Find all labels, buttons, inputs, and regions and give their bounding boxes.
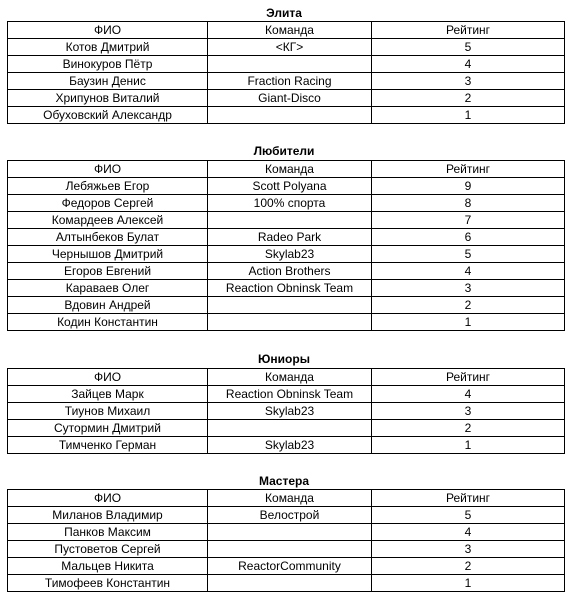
cell-team: Fraction Racing xyxy=(208,73,372,90)
section-title-masters: Мастера xyxy=(258,474,310,488)
section-title-amateurs: Любители xyxy=(253,144,315,158)
header-name: ФИО xyxy=(8,161,208,178)
table-row xyxy=(8,229,565,246)
cell-name: Зайцев Марк xyxy=(8,386,208,403)
cell-team xyxy=(208,56,372,73)
cell-name: Винокуров Пётр xyxy=(8,56,208,73)
table-juniors xyxy=(7,368,565,454)
table-row xyxy=(8,403,565,420)
cell-name: Пустоветов Сергей xyxy=(8,541,208,558)
cell-team: <КГ> xyxy=(208,39,372,56)
cell-rating: 7 xyxy=(372,212,565,229)
cell-team xyxy=(208,524,372,541)
cell-name: Вдовин Андрей xyxy=(8,297,208,314)
cell-rating: 4 xyxy=(372,56,565,73)
cell-team: Reaction Obninsk Team xyxy=(208,386,372,403)
cell-team: Scott Polyana xyxy=(208,178,372,195)
table-row xyxy=(8,56,565,73)
header-team: Команда xyxy=(208,369,372,386)
cell-team xyxy=(208,541,372,558)
cell-name: Егоров Евгений xyxy=(8,263,208,280)
cell-name: Чернышов Дмитрий xyxy=(8,246,208,263)
cell-team: Reaction Obninsk Team xyxy=(208,280,372,297)
cell-team: Велострой xyxy=(208,507,372,524)
header-rating: Рейтинг xyxy=(372,490,565,507)
cell-team: Action Brothers xyxy=(208,263,372,280)
cell-team: Skylab23 xyxy=(208,403,372,420)
cell-rating: 5 xyxy=(372,507,565,524)
cell-name: Алтынбеков Булат xyxy=(8,229,208,246)
cell-rating: 3 xyxy=(372,73,565,90)
cell-name: Миланов Владимир xyxy=(8,507,208,524)
cell-team xyxy=(208,314,372,331)
cell-rating: 2 xyxy=(372,90,565,107)
table-row xyxy=(8,575,565,592)
cell-team: 100% спорта xyxy=(208,195,372,212)
cell-rating: 4 xyxy=(372,386,565,403)
cell-team: Giant-Disco xyxy=(208,90,372,107)
cell-rating: 4 xyxy=(372,263,565,280)
cell-team xyxy=(208,575,372,592)
table-row xyxy=(8,558,565,575)
cell-rating: 1 xyxy=(372,575,565,592)
cell-name: Кодин Константин xyxy=(8,314,208,331)
cell-rating: 3 xyxy=(372,403,565,420)
table-masters xyxy=(7,489,565,592)
section-title-juniors: Юниоры xyxy=(258,352,310,366)
cell-rating: 4 xyxy=(372,524,565,541)
header-team: Команда xyxy=(208,490,372,507)
table-row xyxy=(8,107,565,124)
section-title-elite: Элита xyxy=(266,6,302,20)
header-row xyxy=(8,490,565,507)
table-elite xyxy=(7,21,565,124)
cell-name: Панков Максим xyxy=(8,524,208,541)
cell-team: Skylab23 xyxy=(208,437,372,454)
cell-team xyxy=(208,212,372,229)
table-row xyxy=(8,263,565,280)
table-amateurs xyxy=(7,160,565,331)
cell-rating: 6 xyxy=(372,229,565,246)
header-rating: Рейтинг xyxy=(372,161,565,178)
cell-team xyxy=(208,297,372,314)
cell-rating: 2 xyxy=(372,420,565,437)
table-row xyxy=(8,39,565,56)
header-rating: Рейтинг xyxy=(372,22,565,39)
cell-name: Баузин Денис xyxy=(8,73,208,90)
cell-name: Караваев Олег xyxy=(8,280,208,297)
cell-team xyxy=(208,420,372,437)
table-row xyxy=(8,297,565,314)
cell-rating: 1 xyxy=(372,314,565,331)
cell-rating: 1 xyxy=(372,437,565,454)
cell-name: Лебяжьев Егор xyxy=(8,178,208,195)
table-row xyxy=(8,178,565,195)
header-row xyxy=(8,161,565,178)
table-row xyxy=(8,314,565,331)
cell-name: Тимофеев Константин xyxy=(8,575,208,592)
cell-team xyxy=(208,107,372,124)
table-row xyxy=(8,420,565,437)
cell-rating: 5 xyxy=(372,246,565,263)
table-row xyxy=(8,541,565,558)
header-team: Команда xyxy=(208,22,372,39)
table-row xyxy=(8,246,565,263)
cell-team: ReactorCommunity xyxy=(208,558,372,575)
cell-name: Котов Дмитрий xyxy=(8,39,208,56)
header-name: ФИО xyxy=(8,490,208,507)
table-row xyxy=(8,195,565,212)
cell-name: Комардеев Алексей xyxy=(8,212,208,229)
cell-team: Skylab23 xyxy=(208,246,372,263)
cell-rating: 2 xyxy=(372,297,565,314)
header-team: Команда xyxy=(208,161,372,178)
cell-rating: 8 xyxy=(372,195,565,212)
table-row xyxy=(8,507,565,524)
cell-rating: 1 xyxy=(372,107,565,124)
cell-name: Обуховский Александр xyxy=(8,107,208,124)
cell-rating: 9 xyxy=(372,178,565,195)
table-row xyxy=(8,73,565,90)
cell-rating: 2 xyxy=(372,558,565,575)
cell-name: Сутормин Дмитрий xyxy=(8,420,208,437)
table-row xyxy=(8,524,565,541)
cell-name: Тимченко Герман xyxy=(8,437,208,454)
cell-name: Федоров Сергей xyxy=(8,195,208,212)
header-name: ФИО xyxy=(8,369,208,386)
cell-team: Radeo Park xyxy=(208,229,372,246)
cell-rating: 5 xyxy=(372,39,565,56)
cell-rating: 3 xyxy=(372,541,565,558)
table-row xyxy=(8,437,565,454)
table-row xyxy=(8,90,565,107)
header-name: ФИО xyxy=(8,22,208,39)
table-row xyxy=(8,386,565,403)
table-row xyxy=(8,280,565,297)
cell-name: Хрипунов Виталий xyxy=(8,90,208,107)
table-row xyxy=(8,212,565,229)
header-rating: Рейтинг xyxy=(372,369,565,386)
cell-name: Мальцев Никита xyxy=(8,558,208,575)
cell-rating: 3 xyxy=(372,280,565,297)
header-row xyxy=(8,22,565,39)
cell-name: Тиунов Михаил xyxy=(8,403,208,420)
header-row xyxy=(8,369,565,386)
